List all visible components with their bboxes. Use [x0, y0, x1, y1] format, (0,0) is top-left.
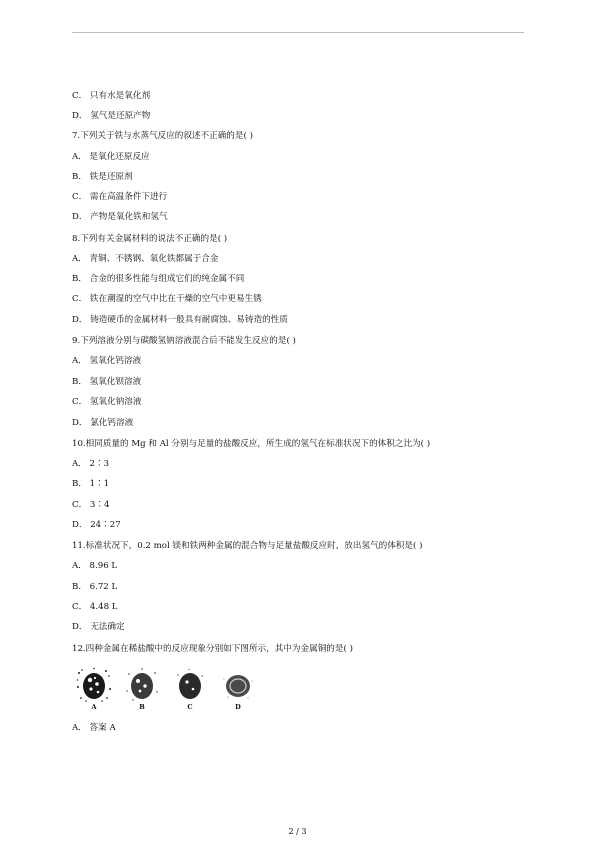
question-8: 8.下列有关金属材料的说法不正确的是( ) — [72, 234, 228, 244]
question-9: 9.下列溶液分别与碳酸氢钠溶液混合后不能发生反应的是( ) — [72, 336, 296, 346]
figure-a — [76, 667, 112, 715]
option-9b: B． 氢氧化钡溶液 — [72, 377, 142, 387]
option-9a: A． 氢氧化钙溶液 — [72, 356, 142, 366]
figure-a-caption: A — [91, 703, 97, 711]
header-rule — [72, 32, 524, 33]
option-11d: D． 无法确定 — [72, 622, 125, 632]
option-9c: C． 氢氧化钠溶液 — [72, 397, 142, 407]
option-7d: D． 产物是氧化铁和氢气 — [72, 212, 168, 222]
option-10b: B． 1∶1 — [72, 479, 110, 489]
option-6d: D． 氢气是还原产物 — [72, 111, 151, 121]
option-10c: C． 3∶4 — [72, 500, 110, 510]
metal-bubbling-vigorous-icon — [76, 667, 112, 703]
figure-d-caption: D — [235, 703, 241, 711]
option-11c: C． 4.48 L — [72, 602, 118, 612]
question-11: 11.标准状况下，0.2 mol 镁和铁两种金属的混合物与足量盐酸反应时，放出氢气的体积是( ) — [72, 541, 423, 551]
option-11a: A． 8.96 L — [72, 561, 118, 571]
page-number: 2 / 3 — [288, 827, 307, 836]
option-8a: A． 青铜、不锈钢、氧化铁都属于合金 — [72, 254, 219, 264]
option-10a: A． 2∶3 — [72, 459, 110, 469]
question-12: 12.四种金属在稀盐酸中的反应现象分别如下图所示，其中为金属铜的是( ) — [72, 644, 353, 654]
figure-b — [124, 667, 160, 715]
figure-c — [172, 667, 208, 715]
question-7: 7.下列关于铁与水蒸气反应的叙述不正确的是( ) — [72, 131, 253, 141]
figure-b-caption: B — [139, 703, 145, 711]
option-7c: C． 需在高温条件下进行 — [72, 192, 168, 202]
reaction-figure — [76, 667, 261, 715]
figure-c-caption: C — [187, 703, 193, 711]
option-6c: C． 只有水是氧化剂 — [72, 91, 151, 101]
option-8d: D． 铸造硬币的金属材料一般具有耐腐蚀、易铸造的性质 — [72, 315, 288, 325]
figure-d — [220, 667, 256, 715]
metal-bubbling-slow-icon — [172, 667, 208, 703]
option-9d: D． 氯化钙溶液 — [72, 418, 134, 428]
option-8c: C． 铁在潮湿的空气中比在干燥的空气中更易生锈 — [72, 294, 262, 304]
metal-no-reaction-icon — [220, 667, 256, 703]
option-10d: D． 24∶27 — [72, 520, 121, 530]
option-7b: B． 铁是还原剂 — [72, 172, 133, 182]
option-8b: B． 合金的很多性能与组成它们的纯金属不同 — [72, 274, 245, 284]
option-11b: B． 6.72 L — [72, 582, 118, 592]
question-10: 10.相同质量的 Mg 和 Al 分别与足量的盐酸反应，所生成的氢气在标准状况下的体积之比为( ) — [72, 439, 431, 449]
metal-bubbling-moderate-icon — [124, 667, 160, 703]
option-7a: A． 是氧化还原反应 — [72, 152, 150, 162]
answer-12: A． 答案 A — [72, 723, 116, 733]
